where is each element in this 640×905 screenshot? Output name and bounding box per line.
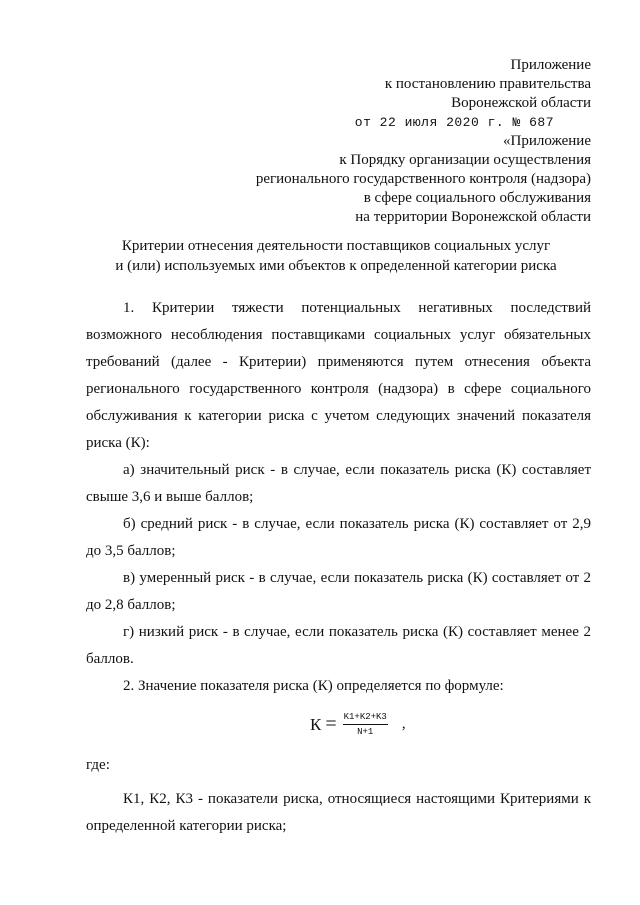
item-a-line-1: а) значительный риск - в случае, если показатель риска (К) составляет <box>123 462 591 478</box>
header-line-procedure: к Порядку организации осуществления <box>339 152 591 168</box>
item-a-line-2: свыше 3,6 и выше баллов; <box>86 489 254 505</box>
item-b-line-2: до 3,5 баллов; <box>86 543 176 559</box>
p2-line: 2. Значение показателя риска (К) определяется по формуле: <box>123 678 504 694</box>
header-line-territory: на территории Воронежской области <box>355 209 591 225</box>
item-b <box>86 511 591 565</box>
p1-line-6: риска (К): <box>86 435 150 451</box>
item-d <box>86 619 591 673</box>
paragraph-3 <box>86 786 591 840</box>
formula-lhs: К <box>310 714 322 734</box>
header-line-sphere: в сфере социального обслуживания <box>363 190 591 206</box>
p1-line-1: 1. Критерии тяжести потенциальных негативных последствий <box>123 300 591 316</box>
header-line-decree: к постановлению правительства <box>384 76 591 92</box>
formula-equals: = <box>325 713 337 735</box>
header-line-control: регионального государственного контроля (надзора) <box>255 171 591 187</box>
item-a <box>86 457 591 511</box>
formula-fraction <box>343 712 388 737</box>
header-block <box>256 56 591 227</box>
paragraph-1 <box>86 295 591 457</box>
p1-line-5: обслуживания к категории риска с учетом следующих значений показателя <box>86 408 591 424</box>
where-text: где: <box>86 757 110 773</box>
header-line-date: от 22 июля 2020 г. № 687 <box>354 115 554 130</box>
p1-line-3: требований (далее - Критерии) применяются путем отнесения объекта <box>86 354 591 370</box>
formula-denominator: N+1 <box>357 727 374 737</box>
p3-line-2: определенной категории риска; <box>86 818 287 834</box>
item-d-line-2: баллов. <box>86 651 134 667</box>
item-d-line-1: г) низкий риск - в случае, если показатель риска (К) составляет менее 2 <box>123 624 591 640</box>
p1-line-4: регионального государственного контроля (надзора) в сфере социального <box>86 381 591 397</box>
p3-line-1: К1, К2, К3 - показатели риска, относящиеся настоящими Критериями к <box>123 791 591 807</box>
paragraph-2 <box>86 673 591 700</box>
formula-numerator: K1+K2+K3 <box>343 712 388 725</box>
risk-formula <box>310 712 406 737</box>
header-line-annex: Приложение <box>510 57 591 73</box>
header-line-annex2: «Приложение <box>502 133 591 149</box>
item-c <box>86 565 591 619</box>
header-line-region: Воронежской области <box>451 95 591 111</box>
p1-line-2: возможного несоблюдения поставщиками социальных услуг обязательных <box>86 327 591 343</box>
item-c-line-2: до 2,8 баллов; <box>86 597 176 613</box>
where-label <box>86 752 591 779</box>
item-c-line-1: в) умеренный риск - в случае, если показатель риска (К) составляет от 2 <box>123 570 591 586</box>
title-line-2: и (или) используемых ими объектов к определенной категории риска <box>115 258 557 274</box>
item-b-line-1: б) средний риск - в случае, если показатель риска (К) составляет от 2,9 <box>123 516 591 532</box>
title-line-1: Критерии отнесения деятельности поставщиков социальных услуг <box>121 238 551 254</box>
document-title <box>86 236 586 276</box>
formula-comma: , <box>401 716 406 732</box>
